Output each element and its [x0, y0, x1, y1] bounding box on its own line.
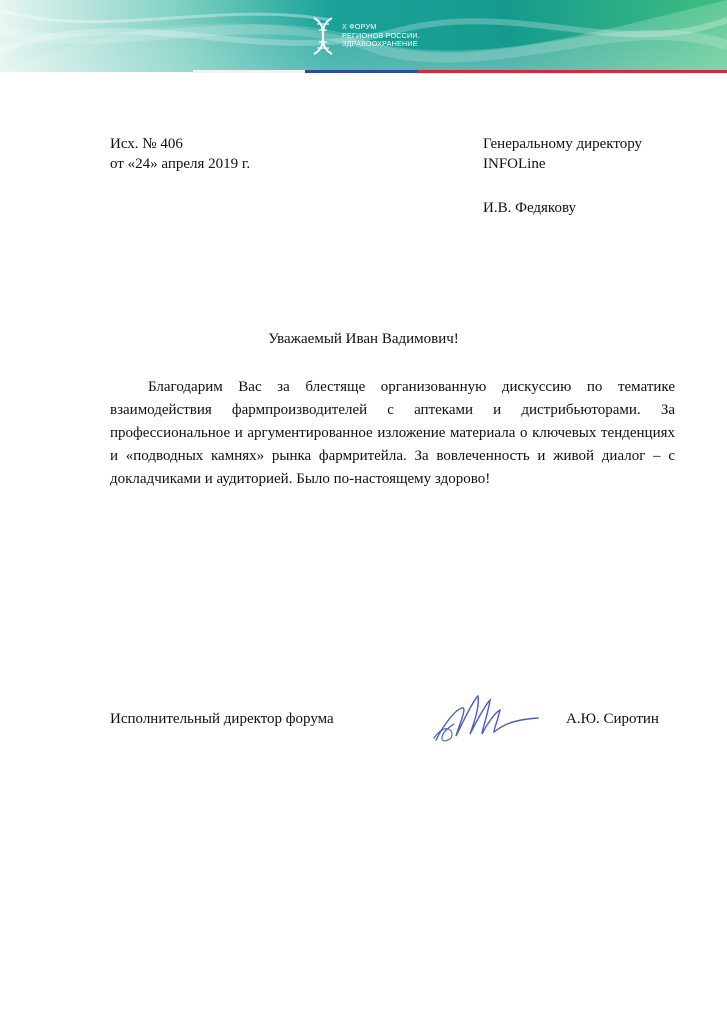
flag-stripe-blue	[305, 70, 417, 73]
handwritten-signature	[428, 688, 548, 758]
flag-stripe-white	[193, 70, 305, 73]
letter-body: Благодарим Вас за блестяще организованную дискуссию по тематике взаимодействия фармпроизводителей с аптеками и дистрибьюторами. За профессиональное и аргументированное изложение материала о ключевых тенденциях и «подводных камнях» рынка фармритейла. За вовлеченность и живой диалог – с докладчиками и аудиторией. Было по-настоящему здорово!	[110, 379, 675, 487]
signature-row	[0, 700, 727, 770]
logo-line: X ФОРУМ	[342, 22, 377, 32]
logo-line: ЗДРАВООХРАНЕНИЕ	[342, 39, 418, 49]
flag-stripe-red	[417, 70, 727, 73]
reference-date: от «24» апреля 2019 г.	[110, 156, 251, 172]
outgoing-reference	[110, 134, 250, 174]
forum-logo	[310, 14, 420, 58]
reference-number: Исх. № 406	[110, 136, 183, 152]
signatory-title: Исполнительный директор форума	[110, 711, 334, 727]
addressee-company: INFOLine	[483, 156, 546, 172]
salutation: Уважаемый Иван Вадимович!	[268, 331, 459, 347]
logo-line: РЕГИОНОВ РОССИИ.	[342, 30, 420, 40]
addressee-position: Генеральному директору	[483, 136, 643, 152]
logo-text	[342, 23, 420, 48]
addressee-block	[483, 134, 642, 218]
addressee-name: И.В. Федякову	[483, 200, 577, 216]
dna-helix-icon	[310, 16, 336, 56]
signatory-name: А.Ю. Сиротин	[566, 711, 659, 727]
